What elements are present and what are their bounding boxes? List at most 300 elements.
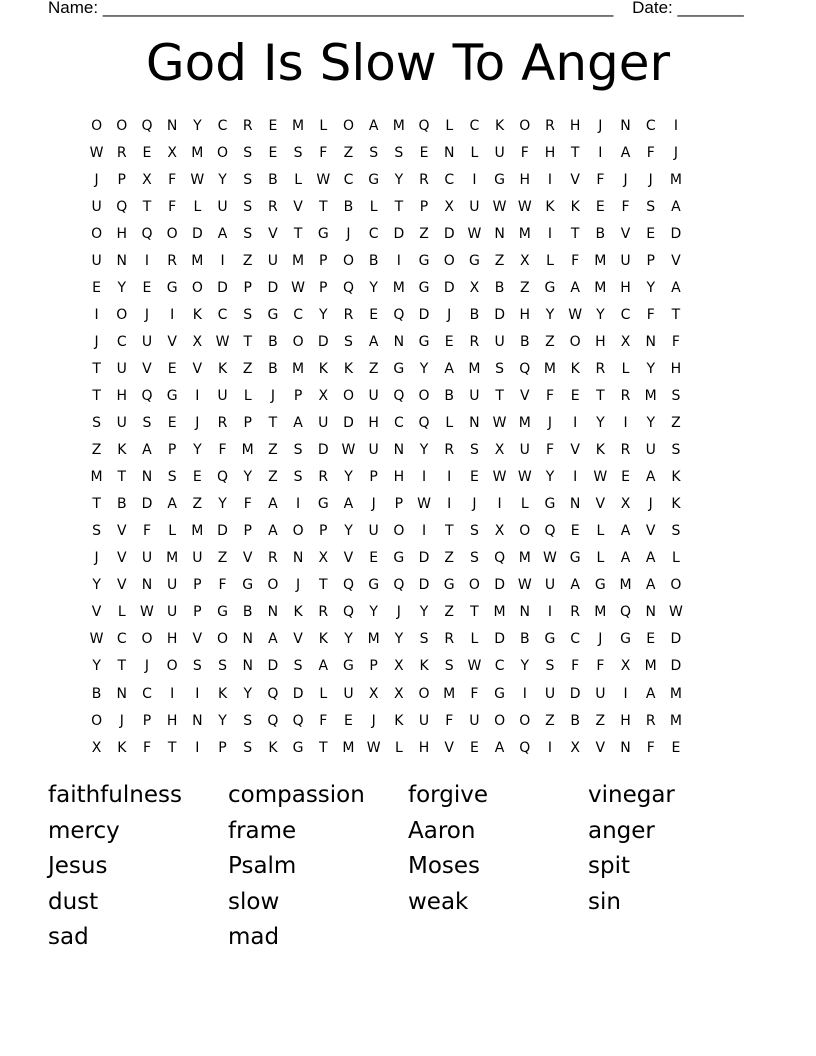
- grid-letter[interactable]: Y: [394, 631, 404, 648]
- grid-letter[interactable]: K: [117, 442, 127, 459]
- grid-letter[interactable]: I: [673, 117, 678, 134]
- grid-letter[interactable]: Z: [444, 604, 455, 621]
- grid-letter[interactable]: I: [94, 306, 99, 323]
- grid-letter[interactable]: G: [418, 333, 430, 350]
- grid-letter[interactable]: S: [344, 333, 353, 350]
- grid-letter[interactable]: H: [166, 631, 178, 648]
- grid-letter[interactable]: F: [142, 739, 151, 756]
- grid-letter[interactable]: A: [293, 415, 303, 432]
- grid-letter[interactable]: F: [621, 198, 630, 215]
- grid-letter[interactable]: F: [319, 144, 328, 161]
- grid-letter[interactable]: X: [570, 739, 580, 756]
- grid-letter[interactable]: L: [394, 739, 403, 756]
- grid-letter[interactable]: D: [292, 685, 304, 702]
- grid-letter[interactable]: N: [141, 577, 153, 594]
- grid-letter[interactable]: C: [116, 631, 127, 648]
- grid-letter[interactable]: U: [167, 604, 178, 621]
- grid-letter[interactable]: P: [142, 712, 152, 729]
- grid-letter[interactable]: V: [167, 333, 177, 350]
- grid-letter[interactable]: R: [620, 442, 631, 459]
- grid-letter[interactable]: J: [94, 333, 99, 350]
- grid-letter[interactable]: B: [494, 279, 505, 296]
- grid-letter[interactable]: S: [293, 442, 303, 459]
- grid-letter[interactable]: R: [343, 306, 354, 323]
- grid-letter[interactable]: L: [445, 415, 454, 432]
- grid-letter[interactable]: R: [469, 333, 480, 350]
- grid-letter[interactable]: K: [217, 360, 228, 377]
- grid-letter[interactable]: K: [318, 631, 328, 648]
- grid-letter[interactable]: X: [368, 685, 379, 702]
- grid-letter[interactable]: G: [418, 252, 430, 269]
- grid-letter[interactable]: S: [293, 658, 303, 675]
- grid-letter[interactable]: O: [418, 685, 430, 702]
- grid-letter[interactable]: U: [116, 415, 127, 432]
- grid-letter[interactable]: W: [366, 739, 381, 756]
- grid-letter[interactable]: F: [243, 496, 252, 513]
- grid-letter[interactable]: P: [243, 523, 252, 540]
- grid-letter[interactable]: G: [317, 496, 329, 513]
- grid-letter[interactable]: D: [217, 279, 228, 296]
- grid-letter[interactable]: F: [671, 333, 680, 350]
- grid-letter[interactable]: G: [368, 577, 380, 594]
- grid-letter[interactable]: C: [620, 306, 631, 323]
- grid-letter[interactable]: L: [168, 523, 177, 540]
- grid-letter[interactable]: R: [116, 144, 127, 161]
- grid-letter[interactable]: V: [293, 631, 303, 648]
- grid-letter[interactable]: Q: [342, 604, 354, 621]
- grid-letter[interactable]: E: [369, 550, 379, 567]
- grid-letter[interactable]: I: [195, 387, 200, 404]
- grid-letter[interactable]: F: [218, 577, 227, 594]
- grid-letter[interactable]: F: [571, 252, 580, 269]
- grid-letter[interactable]: M: [292, 117, 305, 134]
- grid-letter[interactable]: F: [545, 442, 554, 459]
- grid-letter[interactable]: M: [594, 604, 607, 621]
- grid-letter[interactable]: A: [268, 631, 278, 648]
- grid-letter[interactable]: U: [645, 442, 656, 459]
- grid-letter[interactable]: O: [116, 117, 128, 134]
- grid-letter[interactable]: I: [573, 415, 578, 432]
- grid-letter[interactable]: L: [672, 550, 680, 567]
- grid-letter[interactable]: L: [243, 387, 252, 404]
- grid-letter[interactable]: M: [191, 523, 204, 540]
- grid-letter[interactable]: I: [547, 604, 553, 621]
- grid-letter[interactable]: W: [341, 442, 356, 459]
- grid-letter[interactable]: D: [267, 279, 279, 296]
- grid-letter[interactable]: T: [167, 739, 177, 756]
- grid-letter[interactable]: C: [116, 333, 127, 350]
- grid-letter[interactable]: Y: [419, 442, 429, 459]
- grid-letter[interactable]: Q: [519, 360, 531, 377]
- grid-letter[interactable]: T: [319, 198, 328, 215]
- grid-letter[interactable]: Y: [520, 658, 530, 675]
- grid-letter[interactable]: U: [192, 550, 203, 567]
- grid-letter[interactable]: C: [393, 415, 404, 432]
- grid-letter[interactable]: Y: [545, 469, 555, 486]
- grid-letter[interactable]: E: [142, 144, 152, 161]
- grid-letter[interactable]: P: [646, 252, 655, 269]
- grid-letter[interactable]: X: [394, 685, 404, 702]
- grid-letter[interactable]: U: [469, 387, 480, 404]
- grid-letter[interactable]: G: [569, 550, 581, 567]
- grid-letter[interactable]: Z: [671, 415, 681, 432]
- grid-letter[interactable]: A: [570, 577, 580, 594]
- grid-letter[interactable]: D: [418, 306, 430, 323]
- grid-letter[interactable]: B: [268, 333, 278, 350]
- grid-letter[interactable]: I: [396, 252, 401, 269]
- grid-letter[interactable]: A: [142, 442, 152, 459]
- grid-letter[interactable]: Q: [342, 279, 354, 296]
- grid-letter[interactable]: K: [419, 658, 429, 675]
- grid-letter[interactable]: Y: [545, 306, 555, 323]
- grid-letter[interactable]: O: [267, 577, 279, 594]
- grid-letter[interactable]: P: [293, 387, 303, 404]
- grid-letter[interactable]: D: [418, 550, 430, 567]
- grid-letter[interactable]: K: [318, 360, 328, 377]
- grid-letter[interactable]: U: [418, 712, 430, 729]
- grid-letter[interactable]: B: [444, 387, 455, 404]
- grid-letter[interactable]: S: [671, 523, 681, 540]
- grid-letter[interactable]: Z: [595, 712, 606, 729]
- grid-letter[interactable]: L: [596, 550, 605, 567]
- grid-letter[interactable]: K: [192, 306, 202, 323]
- grid-letter[interactable]: J: [144, 658, 150, 675]
- grid-letter[interactable]: Y: [243, 685, 252, 702]
- grid-letter[interactable]: Y: [344, 523, 353, 540]
- grid-letter[interactable]: W: [517, 198, 532, 215]
- grid-letter[interactable]: E: [192, 469, 202, 486]
- grid-letter[interactable]: M: [669, 171, 682, 188]
- grid-letter[interactable]: D: [443, 225, 455, 242]
- grid-letter[interactable]: K: [343, 360, 354, 377]
- grid-letter[interactable]: X: [192, 333, 203, 350]
- grid-letter[interactable]: A: [645, 577, 656, 594]
- grid-letter[interactable]: L: [596, 523, 605, 540]
- grid-letter[interactable]: V: [595, 739, 606, 756]
- grid-letter[interactable]: S: [243, 144, 253, 161]
- grid-letter[interactable]: N: [141, 469, 153, 486]
- grid-letter[interactable]: L: [319, 117, 328, 134]
- grid-letter[interactable]: U: [343, 685, 354, 702]
- grid-letter[interactable]: O: [342, 117, 354, 134]
- grid-letter[interactable]: O: [292, 333, 304, 350]
- grid-letter[interactable]: A: [645, 550, 656, 567]
- grid-letter[interactable]: E: [646, 225, 656, 242]
- grid-letter[interactable]: S: [394, 144, 404, 161]
- grid-letter[interactable]: C: [293, 306, 303, 323]
- grid-letter[interactable]: G: [343, 658, 354, 675]
- grid-letter[interactable]: I: [144, 252, 150, 269]
- grid-letter[interactable]: R: [570, 604, 581, 621]
- grid-letter[interactable]: R: [268, 550, 278, 567]
- grid-letter[interactable]: R: [242, 117, 253, 134]
- grid-letter[interactable]: Y: [419, 604, 429, 621]
- grid-letter[interactable]: W: [492, 415, 507, 432]
- grid-letter[interactable]: R: [318, 604, 329, 621]
- grid-letter[interactable]: Q: [519, 739, 531, 756]
- grid-letter[interactable]: O: [91, 225, 103, 242]
- grid-letter[interactable]: O: [342, 252, 354, 269]
- grid-letter[interactable]: Y: [193, 442, 202, 459]
- grid-letter[interactable]: S: [293, 144, 303, 161]
- grid-letter[interactable]: L: [117, 604, 126, 621]
- grid-letter[interactable]: V: [91, 604, 102, 621]
- grid-letter[interactable]: I: [195, 739, 200, 756]
- grid-letter[interactable]: T: [268, 415, 278, 432]
- grid-letter[interactable]: G: [242, 577, 254, 594]
- grid-letter[interactable]: S: [92, 415, 102, 432]
- grid-letter[interactable]: E: [167, 360, 177, 377]
- grid-letter[interactable]: W: [417, 496, 431, 513]
- grid-letter[interactable]: V: [192, 631, 203, 648]
- grid-letter[interactable]: Z: [192, 496, 203, 513]
- grid-letter[interactable]: K: [671, 469, 681, 486]
- grid-letter[interactable]: J: [673, 144, 678, 161]
- grid-letter[interactable]: N: [166, 117, 178, 134]
- grid-letter[interactable]: S: [293, 469, 303, 486]
- grid-letter[interactable]: T: [596, 387, 605, 404]
- grid-letter[interactable]: R: [268, 198, 278, 215]
- grid-letter[interactable]: U: [620, 252, 631, 269]
- grid-letter[interactable]: Z: [242, 360, 253, 377]
- grid-letter[interactable]: J: [547, 415, 553, 432]
- grid-letter[interactable]: O: [166, 225, 178, 242]
- grid-letter[interactable]: G: [620, 631, 631, 648]
- grid-letter[interactable]: N: [393, 333, 405, 350]
- grid-letter[interactable]: U: [469, 712, 480, 729]
- grid-letter[interactable]: J: [371, 496, 376, 513]
- grid-letter[interactable]: A: [620, 144, 631, 161]
- grid-letter[interactable]: V: [192, 360, 203, 377]
- grid-letter[interactable]: F: [168, 198, 177, 215]
- grid-letter[interactable]: U: [544, 577, 556, 594]
- grid-letter[interactable]: V: [293, 198, 303, 215]
- grid-letter[interactable]: G: [317, 225, 329, 242]
- grid-letter[interactable]: X: [444, 198, 455, 215]
- grid-letter[interactable]: G: [393, 360, 405, 377]
- grid-letter[interactable]: N: [116, 685, 128, 702]
- grid-letter[interactable]: W: [492, 198, 507, 215]
- grid-letter[interactable]: T: [319, 577, 328, 594]
- grid-letter[interactable]: D: [217, 523, 228, 540]
- grid-letter[interactable]: R: [545, 117, 555, 134]
- grid-letter[interactable]: L: [294, 171, 302, 188]
- grid-letter[interactable]: Y: [319, 306, 328, 323]
- grid-letter[interactable]: Q: [141, 387, 153, 404]
- grid-letter[interactable]: B: [268, 171, 278, 188]
- grid-letter[interactable]: J: [648, 171, 653, 188]
- grid-letter[interactable]: Z: [91, 442, 102, 459]
- grid-letter[interactable]: A: [268, 523, 278, 540]
- grid-letter[interactable]: H: [368, 415, 379, 432]
- grid-letter[interactable]: J: [270, 387, 275, 404]
- grid-letter[interactable]: A: [620, 550, 631, 567]
- grid-letter[interactable]: P: [319, 279, 328, 296]
- grid-letter[interactable]: I: [220, 252, 225, 269]
- grid-letter[interactable]: S: [243, 306, 253, 323]
- grid-letter[interactable]: M: [191, 252, 204, 269]
- grid-letter[interactable]: H: [418, 739, 430, 756]
- grid-letter[interactable]: I: [547, 225, 553, 242]
- grid-letter[interactable]: G: [544, 279, 556, 296]
- grid-letter[interactable]: Y: [92, 577, 101, 594]
- grid-letter[interactable]: M: [241, 442, 254, 459]
- grid-letter[interactable]: W: [593, 469, 608, 486]
- grid-letter[interactable]: Q: [116, 198, 128, 215]
- grid-letter[interactable]: C: [142, 685, 152, 702]
- grid-letter[interactable]: O: [292, 523, 304, 540]
- grid-letter[interactable]: F: [596, 658, 605, 675]
- grid-letter[interactable]: W: [89, 144, 104, 161]
- grid-letter[interactable]: Y: [419, 360, 429, 377]
- grid-letter[interactable]: H: [519, 171, 531, 188]
- grid-letter[interactable]: Z: [444, 550, 455, 567]
- grid-letter[interactable]: G: [368, 171, 380, 188]
- grid-letter[interactable]: X: [318, 387, 329, 404]
- grid-letter[interactable]: M: [669, 712, 682, 729]
- grid-letter[interactable]: G: [544, 631, 556, 648]
- grid-letter[interactable]: B: [91, 685, 102, 702]
- grid-letter[interactable]: E: [344, 712, 353, 729]
- grid-letter[interactable]: X: [620, 333, 631, 350]
- grid-letter[interactable]: U: [494, 144, 505, 161]
- grid-letter[interactable]: A: [645, 469, 656, 486]
- grid-letter[interactable]: A: [671, 198, 681, 215]
- grid-letter[interactable]: D: [191, 225, 203, 242]
- grid-letter[interactable]: T: [117, 658, 127, 675]
- grid-letter[interactable]: F: [142, 523, 151, 540]
- grid-letter[interactable]: A: [671, 279, 681, 296]
- grid-letter[interactable]: L: [470, 631, 479, 648]
- grid-letter[interactable]: E: [646, 631, 656, 648]
- grid-letter[interactable]: H: [116, 387, 128, 404]
- grid-letter[interactable]: S: [495, 360, 505, 377]
- grid-letter[interactable]: O: [443, 252, 455, 269]
- grid-letter[interactable]: A: [343, 496, 354, 513]
- grid-letter[interactable]: S: [243, 225, 253, 242]
- grid-letter[interactable]: M: [518, 415, 531, 432]
- grid-letter[interactable]: A: [167, 496, 177, 513]
- grid-letter[interactable]: T: [92, 360, 101, 377]
- grid-letter[interactable]: Z: [519, 279, 530, 296]
- grid-letter[interactable]: J: [119, 712, 124, 729]
- grid-letter[interactable]: N: [569, 496, 581, 513]
- grid-letter[interactable]: B: [519, 631, 530, 648]
- grid-letter[interactable]: M: [644, 387, 657, 404]
- grid-letter[interactable]: W: [543, 550, 557, 567]
- grid-letter[interactable]: R: [444, 631, 455, 648]
- grid-letter[interactable]: S: [671, 442, 681, 459]
- grid-letter[interactable]: F: [596, 171, 605, 188]
- grid-letter[interactable]: Q: [620, 604, 632, 621]
- grid-letter[interactable]: I: [623, 685, 628, 702]
- grid-letter[interactable]: R: [318, 469, 329, 486]
- grid-letter[interactable]: E: [369, 306, 379, 323]
- grid-letter[interactable]: P: [319, 252, 328, 269]
- grid-letter[interactable]: X: [91, 739, 102, 756]
- grid-letter[interactable]: Q: [418, 415, 430, 432]
- grid-letter[interactable]: Q: [267, 685, 279, 702]
- grid-letter[interactable]: V: [570, 171, 580, 188]
- grid-letter[interactable]: O: [141, 631, 153, 648]
- grid-letter[interactable]: M: [619, 577, 632, 594]
- grid-letter[interactable]: V: [142, 360, 152, 377]
- grid-letter[interactable]: U: [368, 387, 379, 404]
- grid-letter[interactable]: Y: [344, 631, 353, 648]
- grid-letter[interactable]: U: [595, 685, 606, 702]
- grid-letter[interactable]: Z: [545, 333, 555, 350]
- grid-letter[interactable]: Q: [544, 523, 556, 540]
- grid-letter[interactable]: O: [468, 577, 480, 594]
- grid-letter[interactable]: J: [472, 496, 477, 513]
- grid-letter[interactable]: E: [469, 469, 479, 486]
- grid-letter[interactable]: K: [595, 442, 605, 459]
- grid-letter[interactable]: Y: [218, 496, 227, 513]
- grid-letter[interactable]: E: [92, 279, 102, 296]
- grid-letter[interactable]: V: [116, 523, 127, 540]
- grid-letter[interactable]: S: [167, 469, 177, 486]
- grid-letter[interactable]: T: [92, 496, 101, 513]
- grid-letter[interactable]: O: [494, 712, 506, 729]
- grid-letter[interactable]: D: [418, 577, 430, 594]
- grid-letter[interactable]: R: [645, 712, 656, 729]
- grid-letter[interactable]: F: [319, 712, 328, 729]
- grid-letter[interactable]: I: [522, 685, 527, 702]
- grid-letter[interactable]: G: [594, 577, 606, 594]
- grid-letter[interactable]: K: [545, 198, 555, 215]
- grid-letter[interactable]: F: [545, 387, 554, 404]
- grid-letter[interactable]: P: [218, 739, 227, 756]
- grid-letter[interactable]: C: [469, 117, 480, 134]
- grid-letter[interactable]: J: [94, 171, 99, 188]
- grid-letter[interactable]: A: [444, 360, 454, 377]
- grid-letter[interactable]: J: [447, 306, 452, 323]
- grid-letter[interactable]: A: [368, 117, 379, 134]
- grid-letter[interactable]: T: [495, 387, 504, 404]
- grid-letter[interactable]: M: [543, 360, 557, 377]
- grid-letter[interactable]: H: [166, 712, 178, 729]
- grid-letter[interactable]: F: [168, 171, 177, 188]
- grid-letter[interactable]: J: [648, 496, 653, 513]
- grid-letter[interactable]: S: [469, 550, 479, 567]
- grid-letter[interactable]: M: [292, 252, 305, 269]
- grid-letter[interactable]: T: [671, 306, 681, 323]
- grid-letter[interactable]: G: [292, 739, 304, 756]
- grid-letter[interactable]: F: [445, 712, 454, 729]
- grid-letter[interactable]: N: [645, 333, 656, 350]
- grid-letter[interactable]: O: [519, 117, 531, 134]
- grid-letter[interactable]: S: [243, 712, 253, 729]
- grid-letter[interactable]: D: [443, 279, 455, 296]
- grid-letter[interactable]: H: [544, 144, 556, 161]
- grid-letter[interactable]: V: [595, 496, 606, 513]
- grid-letter[interactable]: W: [467, 225, 482, 242]
- grid-letter[interactable]: W: [668, 604, 683, 621]
- grid-letter[interactable]: M: [594, 279, 607, 296]
- grid-letter[interactable]: Z: [419, 225, 429, 242]
- grid-letter[interactable]: D: [343, 415, 354, 432]
- grid-letter[interactable]: C: [368, 225, 379, 242]
- grid-letter[interactable]: G: [443, 577, 455, 594]
- grid-letter[interactable]: G: [468, 252, 480, 269]
- grid-letter[interactable]: G: [267, 306, 279, 323]
- grid-letter[interactable]: O: [418, 387, 430, 404]
- grid-letter[interactable]: Y: [369, 604, 378, 621]
- grid-letter[interactable]: N: [519, 604, 531, 621]
- grid-letter[interactable]: B: [268, 360, 278, 377]
- grid-letter[interactable]: W: [140, 604, 154, 621]
- grid-letter[interactable]: S: [419, 631, 429, 648]
